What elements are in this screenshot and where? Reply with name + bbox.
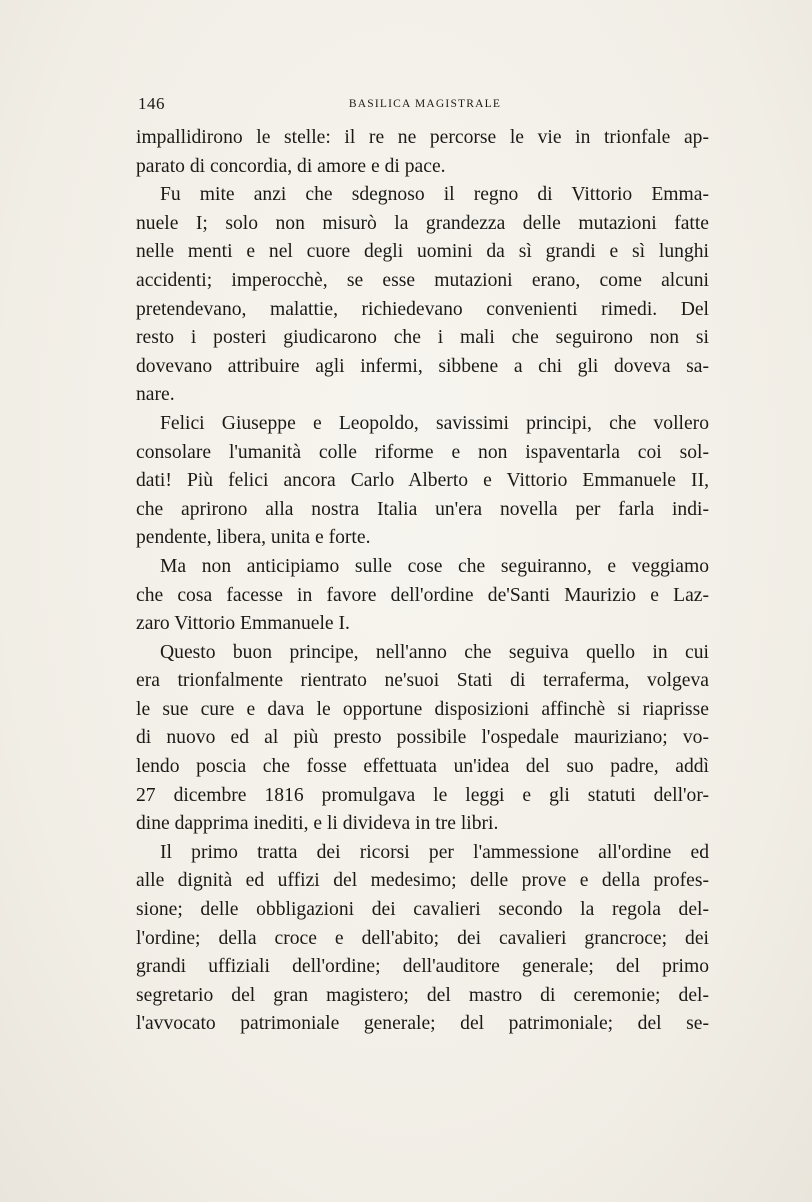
text-line: le sue cure e dava le opportune disposizioni affinchè si riaprisse xyxy=(136,698,709,720)
text-line: Felici Giuseppe e Leopoldo, savissimi principi, che vollero xyxy=(160,412,709,434)
text-line: grandi uffiziali dell'ordine; dell'auditore generale; del primo xyxy=(136,956,709,978)
text-line: pendente, libera, unita e forte. xyxy=(136,527,371,549)
text-line: dati! Più felici ancora Carlo Alberto e Vittorio Emmanuele II, xyxy=(136,470,709,492)
text-line: pretendevano, malattie, richiedevano convenienti rimedi. Del xyxy=(136,298,709,320)
text-line: l'ordine; della croce e dell'abito; dei cavalieri grancroce; dei xyxy=(136,927,709,949)
text-line: sione; delle obbligazioni dei cavalieri secondo la regola del- xyxy=(136,899,709,921)
text-line: accidenti; imperocchè, se esse mutazioni erano, come alcuni xyxy=(136,269,709,291)
text-line: l'avvocato patrimoniale generale; del patrimoniale; del se- xyxy=(136,1013,709,1035)
text-line: era trionfalmente rientrato ne'suoi Stati di terraferma, volgeva xyxy=(136,670,709,692)
text-line: che aprirono alla nostra Italia un'era novella per farla indi- xyxy=(136,498,709,520)
text-line: impallidirono le stelle: il re ne percorse le vie in trionfale ap- xyxy=(136,127,709,148)
text-line: di nuovo ed al più presto possibile l'ospedale mauriziano; vo- xyxy=(136,727,709,749)
text-line: nuele I; solo non misurò la grandezza delle mutazioni fatte xyxy=(136,212,709,234)
page-header xyxy=(138,94,712,118)
text-line: Questo buon principe, nell'anno che seguiva quello in cui xyxy=(160,641,709,663)
text-line: che cosa facesse in favore dell'ordine de'Santi Maurizio e Laz- xyxy=(136,584,709,606)
text-line: nelle menti e nel cuore degli uomini da sì grandi e sì lunghi xyxy=(136,241,709,263)
text-line: parato di concordia, di amore e di pace. xyxy=(136,155,446,177)
text-line: Fu mite anzi che sdegnoso il regno di Vittorio Emma- xyxy=(160,184,709,206)
text-line: Ma non anticipiamo sulle cose che seguiranno, e veggiamo xyxy=(160,555,709,577)
text-line: zaro Vittorio Emmanuele I. xyxy=(136,613,350,635)
running-title: BASILICA MAGISTRALE xyxy=(348,98,502,110)
text-line: consolare l'umanità colle riforme e non ispaventarla coi sol- xyxy=(136,441,709,463)
text-line: alle dignità ed uffizi del medesimo; delle prove e della profes- xyxy=(136,870,709,892)
text-line: dovevano attribuire agli infermi, sibbene a chi gli doveva sa- xyxy=(136,355,709,377)
text-line: nare. xyxy=(136,384,175,406)
text-line: 27 dicembre 1816 promulgava le leggi e gli statuti dell'or- xyxy=(136,784,709,806)
text-line: Il primo tratta dei ricorsi per l'ammessione all'ordine ed xyxy=(160,841,709,863)
body-text xyxy=(136,124,709,1039)
text-line: segretario del gran magistero; del mastro di ceremonie; del- xyxy=(136,984,709,1006)
page-number: 146 xyxy=(138,94,165,113)
text-line: resto i posteri giudicarono che i mali che seguirono non si xyxy=(136,327,709,349)
text-line: lendo poscia che fosse effettuata un'idea del suo padre, addì xyxy=(136,756,709,778)
text-line: dine dapprima inediti, e li divideva in tre libri. xyxy=(136,813,499,835)
